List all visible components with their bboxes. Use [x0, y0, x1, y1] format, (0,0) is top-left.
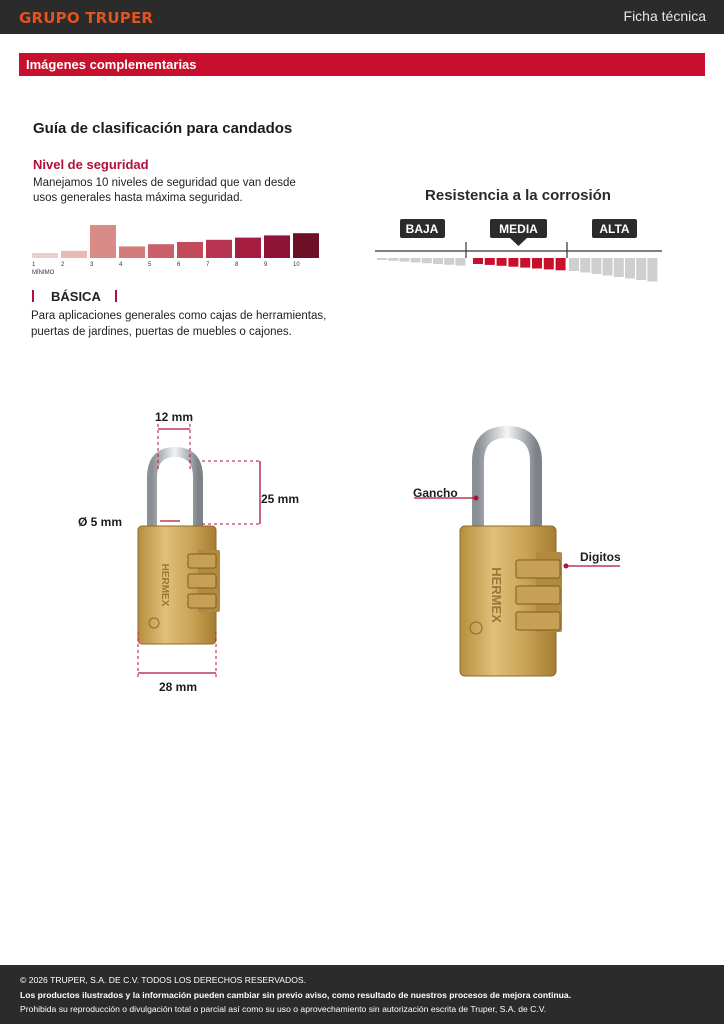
- footer-prohibition: Prohibida su reproducción o divulgación total o parcial así como su uso o aprovechamiento sin autorización escrita de Truper, S.A. de C.V.: [20, 1004, 547, 1014]
- security-level-chart: [28, 218, 328, 278]
- corrosion-low-segment: [455, 258, 465, 266]
- padlock-dimensions-figure: [70, 400, 330, 705]
- security-level-tick-7: 7: [206, 262, 210, 268]
- corrosion-low-segment: [422, 258, 432, 263]
- minimum-label: MÍNIMO: [32, 270, 55, 276]
- padlock-shackle: [152, 452, 198, 528]
- security-level-tick-1: 1: [32, 262, 36, 268]
- corrosion-high-segment: [591, 258, 601, 274]
- corrosion-high-segment: [603, 258, 613, 276]
- document-type-label: Ficha técnica: [623, 8, 706, 24]
- security-level-tick-3: 3: [90, 262, 94, 268]
- footer: [0, 965, 724, 1024]
- security-level-tick-2: 2: [61, 262, 65, 268]
- brand-logo: GRUPO TRUPER: [19, 9, 154, 27]
- corrosion-low-segment: [433, 258, 443, 264]
- level-marker-right: [115, 290, 117, 302]
- security-level-bar-4: [119, 246, 145, 258]
- security-level-bar-1: [32, 253, 58, 258]
- security-level-tick-8: 8: [235, 262, 239, 268]
- corrosion-scale: [370, 180, 670, 290]
- section-header: [19, 53, 705, 76]
- corrosion-low-label: BAJA: [405, 222, 439, 236]
- corrosion-high-segment: [625, 258, 635, 279]
- combination-dials: [188, 554, 216, 608]
- security-level-name: BÁSICA: [51, 289, 101, 304]
- security-level-bar-7: [206, 240, 232, 258]
- security-level-label: Nivel de seguridad: [33, 157, 149, 172]
- security-level-bar-10: [293, 233, 319, 258]
- section-title: Imágenes complementarias: [26, 57, 197, 72]
- corrosion-high-segment: [580, 258, 590, 273]
- corrosion-high-segment: [636, 258, 646, 280]
- security-level-ticks: [32, 262, 300, 268]
- corrosion-medium-segment: [544, 258, 554, 269]
- security-level-tick-9: 9: [264, 262, 268, 268]
- corrosion-low-segment: [377, 258, 387, 260]
- corrosion-scale-bars: [377, 258, 657, 282]
- level-marker-left: [32, 290, 34, 302]
- corrosion-medium-segment: [532, 258, 542, 269]
- security-level-bar-8: [235, 238, 261, 258]
- padlock-shackle-detail: [478, 432, 536, 532]
- security-level-tick-4: 4: [119, 262, 123, 268]
- security-level-bar-5: [148, 244, 174, 258]
- shackle-part-label: Gancho: [413, 486, 458, 500]
- shackle-callout-dot: [474, 496, 479, 501]
- corrosion-medium-label: MEDIA: [499, 222, 538, 236]
- corrosion-active-pointer: [510, 238, 527, 246]
- security-level-description: Manejamos 10 niveles de seguridad que van desde usos generales hasta máxima seguridad.: [33, 177, 296, 204]
- shackle-height-label: 25 mm: [261, 492, 300, 506]
- digits-callout-dot: [564, 564, 569, 569]
- header-bar: [0, 0, 724, 34]
- corrosion-medium-segment: [556, 258, 566, 270]
- guide-title: Guía de clasificación para candados: [33, 120, 293, 137]
- security-level-bar-2: [61, 251, 87, 258]
- digits-part-label: Digitos: [580, 550, 621, 564]
- corrosion-high-segment: [647, 258, 657, 282]
- security-level-bar-3: [90, 225, 116, 258]
- corrosion-medium-segment: [485, 258, 495, 265]
- corrosion-low-segment: [399, 258, 409, 262]
- security-level-tick-10: 10: [293, 262, 300, 268]
- security-level-tick-5: 5: [148, 262, 152, 268]
- shackle-diameter-label: Ø 5 mm: [78, 515, 123, 529]
- footer-copyright: © 2026 TRUPER, S.A. DE C.V. TODOS LOS DERECHOS RESERVADOS.: [20, 975, 307, 985]
- corrosion-high-label: ALTA: [599, 222, 630, 236]
- security-level-bar-6: [177, 242, 203, 258]
- corrosion-medium-segment: [520, 258, 530, 268]
- body-width-label: 28 mm: [158, 680, 198, 694]
- corrosion-low-segment: [444, 258, 454, 265]
- security-level-tick-6: 6: [177, 262, 181, 268]
- footer-notice: Los productos ilustrados y la información pueden cambiar sin previo aviso, como resultado de nuestros procesos de mejora continua.: [20, 990, 572, 1000]
- corrosion-high-segment: [569, 258, 579, 271]
- corrosion-title: Resistencia a la corrosión: [425, 187, 611, 204]
- body-brand-engraving: HERMEX: [159, 563, 170, 607]
- corrosion-medium-segment: [497, 258, 507, 266]
- corrosion-medium-segment: [473, 258, 483, 264]
- security-level-bar-9: [264, 235, 290, 258]
- corrosion-low-segment: [411, 258, 421, 262]
- body-brand-engraving-detail: HERMEX: [489, 567, 504, 623]
- combination-dials-detail: [516, 560, 560, 630]
- security-level-bars: [32, 225, 319, 258]
- security-level-detail: Para aplicaciones generales como cajas de herramientas, puertas de jardines, puertas de muebles o cajones.: [31, 310, 327, 338]
- shackle-width-label: 12 mm: [154, 410, 194, 424]
- corrosion-high-segment: [614, 258, 624, 277]
- corrosion-low-segment: [388, 258, 398, 261]
- padlock-parts-figure: [400, 420, 640, 690]
- corrosion-medium-segment: [508, 258, 518, 267]
